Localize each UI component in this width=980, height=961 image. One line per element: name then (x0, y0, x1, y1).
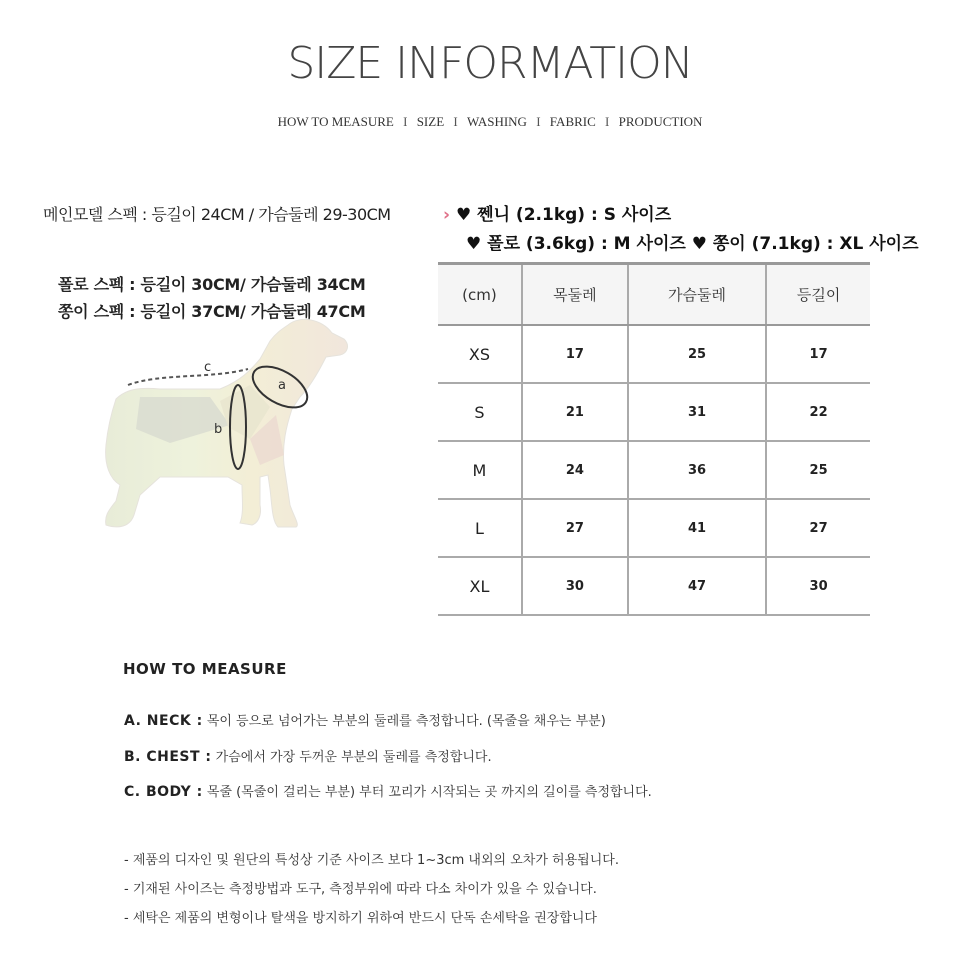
note-measure-variance: - 기재된 사이즈는 측정방법과 도구, 측정부위에 따라 다소 차이가 있을 수 있습니다. (124, 882, 597, 897)
measure-label-c: c (204, 360, 212, 375)
measure-item-body (124, 781, 652, 800)
back-length-value: 17 (766, 325, 870, 383)
dog-size-text-1: ♥ 쩬니 (2.1kg) : S 사이즈 (456, 205, 672, 225)
header-back-length: 등길이 (766, 264, 870, 326)
neck-value: 21 (522, 383, 628, 441)
measure-item-text: 목이 등으로 넘어가는 부분의 둘레를 측정합니다. (목줄을 채우는 부분) (206, 714, 606, 729)
nav-size[interactable]: SIZE (416, 114, 445, 129)
measure-label-a: a (278, 378, 286, 393)
measure-item-text: 목줄 (목줄이 걸리는 부분) 부터 꼬리가 시작되는 곳 까지의 길이를 측정합니다. (206, 785, 652, 800)
jjongi-spec: 쫑이 스펙 : 등길이 37CM/ 가슴둘레 47CM (58, 302, 366, 321)
header-chest: 가슴둘레 (628, 264, 766, 326)
nav-washing[interactable]: WASHING (467, 114, 527, 129)
dog-size-line-2: ♥ 폴로 (3.6kg) : M 사이즈 ♥ 쫑이 (7.1kg) : XL 사이즈 (466, 234, 919, 254)
chest-value: 31 (628, 383, 766, 441)
note-washing: - 세탁은 제품의 변형이나 탈색을 방지하기 위하여 반드시 단독 손세탁을 권장합니다 (124, 911, 597, 926)
dog-size-line-1 (443, 200, 671, 225)
measure-item-text: 가슴에서 가장 두꺼운 부분의 둘레를 측정합니다. (215, 750, 492, 765)
size-label: XS (438, 325, 522, 383)
note-tolerance: - 제품의 디자인 및 원단의 특성상 기준 사이즈 보다 1~3cm 내외의 오차가 허용됩니다. (124, 853, 619, 868)
polo-spec: 폴로 스펙 : 등길이 30CM/ 가슴둘레 34CM (58, 275, 366, 294)
measure-item-label: A. NECK : (124, 713, 203, 729)
chest-value: 36 (628, 441, 766, 499)
dog-measure-diagram (100, 315, 360, 535)
measure-label-b: b (214, 422, 223, 437)
nav-separator: I (536, 114, 541, 129)
size-label: M (438, 441, 522, 499)
back-length-value: 25 (766, 441, 870, 499)
size-label: S (438, 383, 522, 441)
arrow-icon: › (443, 205, 451, 225)
back-length-value: 27 (766, 499, 870, 557)
size-label: L (438, 499, 522, 557)
neck-value: 17 (522, 325, 628, 383)
header-neck: 목둘레 (522, 264, 628, 326)
dog-illustration (100, 315, 360, 535)
measure-line-body (128, 369, 248, 385)
neck-value: 30 (522, 557, 628, 615)
chest-value: 25 (628, 325, 766, 383)
how-to-measure-title: HOW TO MEASURE (123, 660, 287, 678)
table-row (438, 325, 870, 383)
nav-production[interactable]: PRODUCTION (618, 114, 703, 129)
header-unit: (cm) (438, 264, 522, 326)
size-label: XL (438, 557, 522, 615)
measure-item-label: B. CHEST : (124, 749, 212, 765)
measure-item-neck (124, 710, 606, 729)
chest-value: 47 (628, 557, 766, 615)
table-row (438, 383, 870, 441)
back-length-value: 30 (766, 557, 870, 615)
measure-item-chest (124, 746, 492, 765)
back-length-value: 22 (766, 383, 870, 441)
nav-separator: I (453, 114, 458, 129)
measure-item-label: C. BODY : (124, 784, 203, 800)
size-table-header (438, 264, 870, 326)
nav-fabric[interactable]: FABRIC (549, 114, 596, 129)
section-nav (0, 114, 980, 130)
chest-value: 41 (628, 499, 766, 557)
page-title: SIZE INFORMATION (287, 38, 693, 89)
main-model-spec: 메인모델 스펙 : 등길이 24CM / 가슴둘레 29-30CM (43, 205, 391, 224)
nav-separator: I (403, 114, 408, 129)
neck-value: 24 (522, 441, 628, 499)
table-row (438, 441, 870, 499)
nav-separator: I (605, 114, 610, 129)
nav-how-to-measure[interactable]: HOW TO MEASURE (277, 114, 394, 129)
table-row (438, 499, 870, 557)
neck-value: 27 (522, 499, 628, 557)
size-table (438, 262, 870, 616)
table-row (438, 557, 870, 615)
